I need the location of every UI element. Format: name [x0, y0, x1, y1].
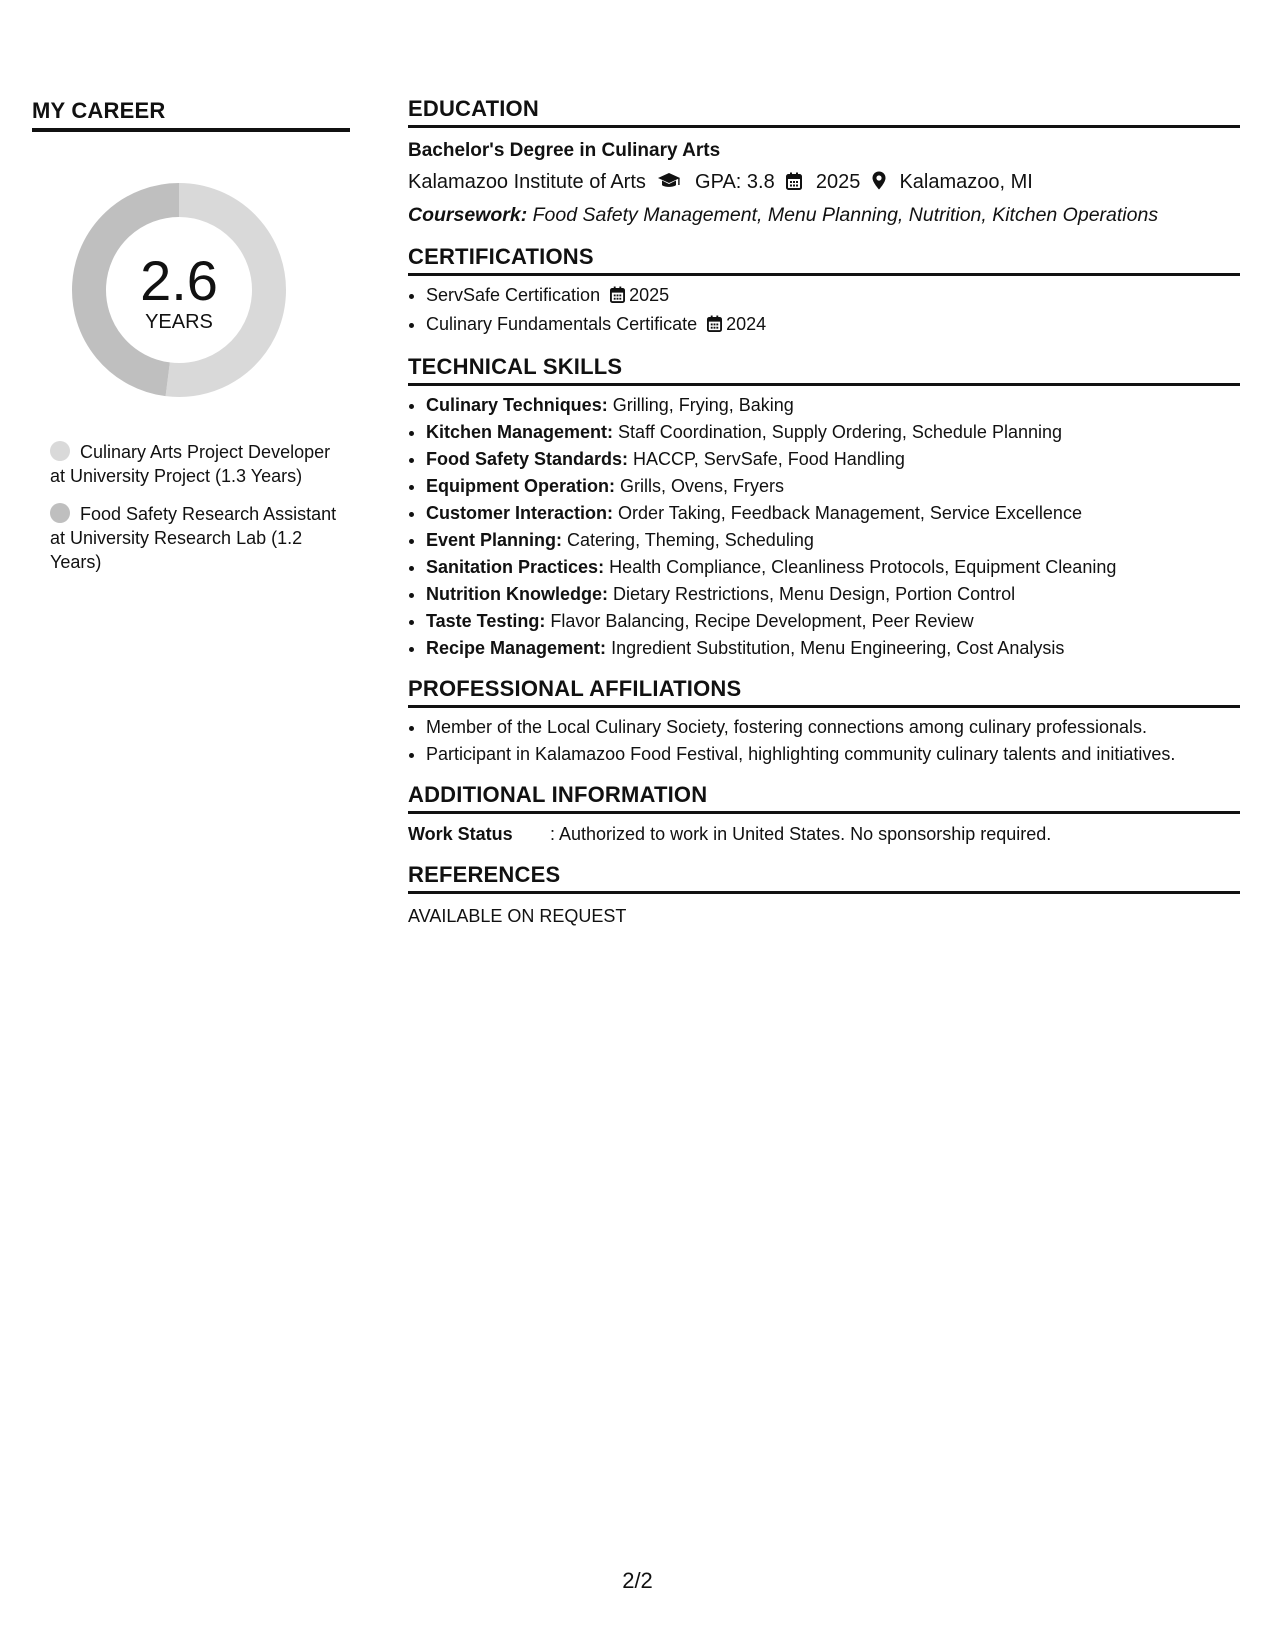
list-item: • Participant in Kalamazoo Food Festival, highlighting community culinary talents and initiatives.	[426, 741, 1240, 768]
certifications-list	[408, 282, 1240, 340]
list-item: • Member of the Local Culinary Society, fostering connections among culinary professionals.	[426, 714, 1240, 741]
skill-value: Staff Coordination, Supply Ordering, Schedule Planning	[618, 422, 1062, 442]
references-text: AVAILABLE ON REQUEST	[408, 906, 627, 926]
career-legend	[32, 440, 350, 574]
skills-list	[408, 392, 1240, 662]
gpa-value: GPA: 3.8	[695, 171, 775, 193]
list-item	[426, 527, 1240, 554]
skill-value: Order Taking, Feedback Management, Service Excellence	[618, 503, 1082, 523]
certification-name: Culinary Fundamentals Certificate	[426, 314, 698, 334]
calendar-icon	[786, 168, 802, 200]
list-item	[426, 282, 1240, 311]
coursework-label: Coursework:	[408, 204, 528, 226]
affiliations-list	[408, 714, 1240, 768]
legend-dot-icon	[50, 441, 70, 461]
coursework-line	[408, 200, 1240, 230]
graduation-cap-icon	[657, 168, 681, 200]
list-item	[426, 446, 1240, 473]
total-years-value: 2.6	[140, 248, 218, 312]
list-item	[426, 311, 1240, 340]
additional-info-heading: ADDITIONAL INFORMATION	[408, 782, 1240, 814]
skill-label: Customer Interaction:	[426, 503, 614, 523]
certification-year: 2025	[629, 285, 670, 305]
skill-label: Equipment Operation:	[426, 476, 615, 496]
career-role-label: Culinary Arts Project Developer at University Project (1.3 Years)	[50, 442, 331, 486]
skill-label: Culinary Techniques:	[426, 395, 608, 415]
school-name: Kalamazoo Institute of Arts	[408, 171, 646, 193]
list-item	[426, 554, 1240, 581]
certification-name: ServSafe Certification	[426, 285, 601, 305]
skill-label: Recipe Management:	[426, 638, 607, 658]
skill-label: Nutrition Knowledge:	[426, 584, 608, 604]
skill-value: Flavor Balancing, Recipe Development, Peer Review	[550, 611, 974, 631]
education-section	[408, 96, 1240, 230]
work-status-value: : Authorized to work in United States. No sponsorship required.	[550, 824, 1052, 844]
additional-info-section	[408, 782, 1240, 848]
skill-label: Kitchen Management:	[426, 422, 614, 442]
skill-label: Event Planning:	[426, 530, 563, 550]
career-sidebar	[32, 98, 350, 588]
work-status-row	[408, 820, 1240, 848]
list-item	[426, 581, 1240, 608]
skill-value: Catering, Theming, Scheduling	[567, 530, 814, 550]
school-location: Kalamazoo, MI	[899, 171, 1033, 193]
career-role-label: Food Safety Research Assistant at University Research Lab (1.2 Years)	[50, 504, 337, 572]
skill-value: Grilling, Frying, Baking	[612, 395, 794, 415]
references-heading: REFERENCES	[408, 862, 1240, 894]
career-legend-item	[50, 440, 350, 488]
list-item	[426, 419, 1240, 446]
work-status-label: Work Status	[408, 824, 513, 844]
calendar-icon	[610, 284, 625, 311]
list-item	[426, 473, 1240, 500]
skill-label: Sanitation Practices:	[426, 557, 605, 577]
certification-year: 2024	[726, 314, 767, 334]
list-item	[426, 500, 1240, 527]
career-legend-item	[50, 502, 350, 574]
skill-label: Taste Testing:	[426, 611, 546, 631]
skill-value: Ingredient Substitution, Menu Engineering, Cost Analysis	[611, 638, 1065, 658]
certifications-heading: CERTIFICATIONS	[408, 244, 1240, 276]
skill-value: HACCP, ServSafe, Food Handling	[633, 449, 905, 469]
coursework-list: Food Safety Management, Menu Planning, Nutrition, Kitchen Operations	[532, 204, 1159, 226]
graduation-year: 2025	[815, 171, 861, 193]
page-number: 2/2	[622, 1568, 653, 1593]
skill-value: Health Compliance, Cleanliness Protocols, Equipment Cleaning	[609, 557, 1117, 577]
affiliations-heading: PROFESSIONAL AFFILIATIONS	[408, 676, 1240, 708]
legend-dot-icon	[50, 503, 70, 523]
skills-heading: TECHNICAL SKILLS	[408, 354, 1240, 386]
skills-section	[408, 354, 1240, 662]
skill-value: Grills, Ovens, Fryers	[620, 476, 785, 496]
skill-label: Food Safety Standards:	[426, 449, 629, 469]
education-details	[408, 166, 1240, 200]
total-years-label: YEARS	[145, 310, 213, 333]
skill-value: Dietary Restrictions, Menu Design, Portion Control	[613, 584, 1016, 604]
certifications-section	[408, 244, 1240, 340]
career-donut-chart	[65, 176, 293, 404]
references-section	[408, 862, 1240, 930]
list-item	[426, 635, 1240, 662]
education-heading: EDUCATION	[408, 96, 1240, 128]
resume-main	[408, 96, 1240, 944]
list-item	[426, 608, 1240, 635]
map-pin-icon	[872, 168, 886, 200]
affiliations-section	[408, 676, 1240, 768]
list-item	[426, 392, 1240, 419]
degree-title: Bachelor's Degree in Culinary Arts	[408, 140, 721, 161]
calendar-icon	[707, 313, 722, 340]
career-title: MY CAREER	[32, 98, 350, 132]
